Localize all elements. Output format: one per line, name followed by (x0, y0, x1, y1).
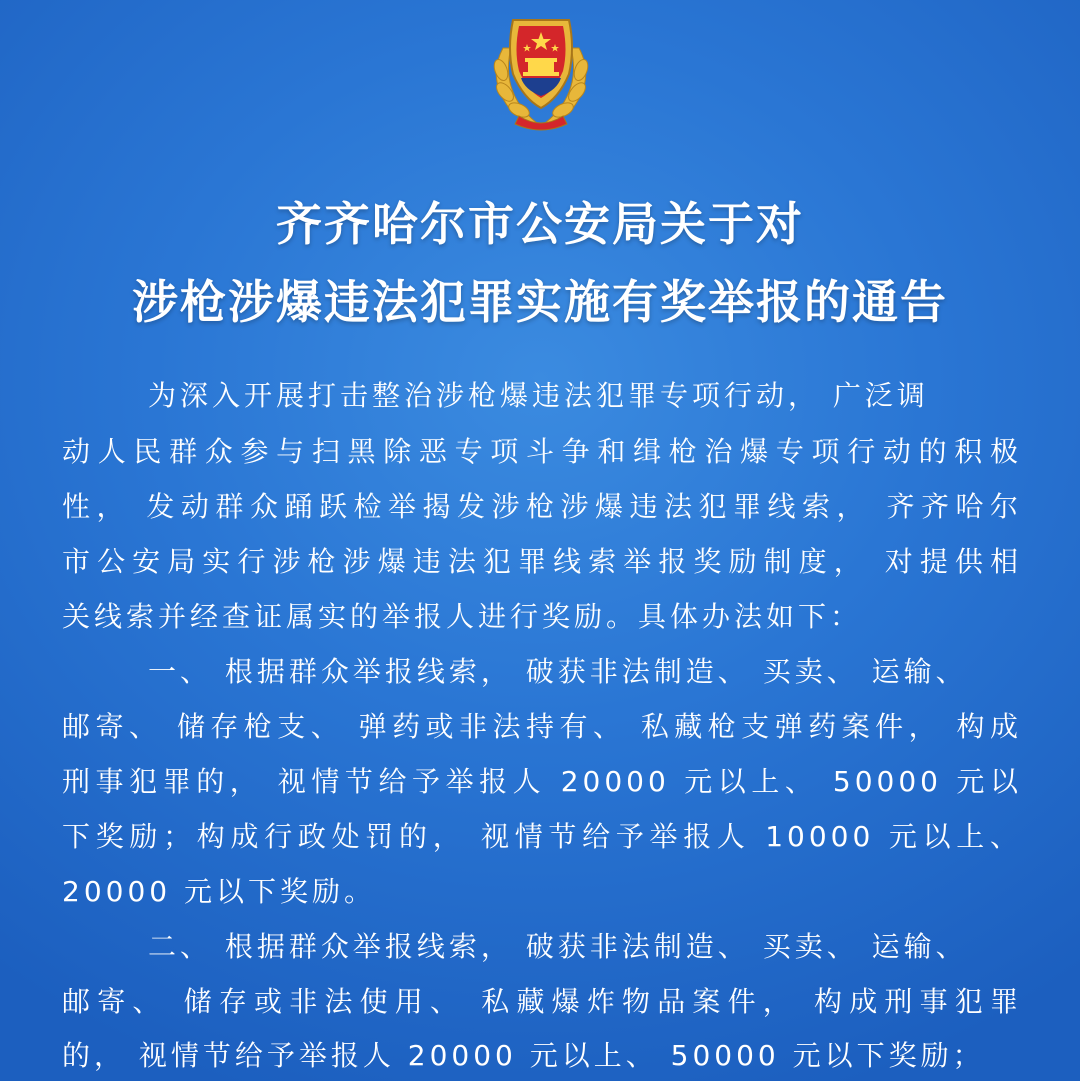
body-line: 市公安局实行涉枪涉爆违法犯罪线索举报奖励制度， 对提供相 (62, 545, 1022, 578)
notice-title-line-2: 涉枪涉爆违法犯罪实施有奖举报的通告 (132, 275, 948, 329)
body-line: 邮寄、 储存枪支、 弹药或非法持有、 私藏枪支弹药案件， 构成 (62, 710, 1022, 743)
notice-title-line-1: 齐齐哈尔市公安局关于对 (276, 197, 804, 251)
body-line: 刑事犯罪的， 视情节给予举报人 20000 元以上、 50000 元以 (62, 765, 1022, 798)
body-line: 的， 视情节给予举报人 20000 元以上、 50000 元以下奖励； (62, 1039, 985, 1072)
body-line: 性， 发动群众踊跃检举揭发涉枪涉爆违法犯罪线索， 齐齐哈尔 (62, 490, 1022, 523)
police-emblem-icon (483, 8, 599, 134)
body-line: 为深入开展打击整治涉枪爆违法犯罪专项行动， 广泛调 (148, 379, 929, 412)
body-line: 二、 根据群众举报线索， 破获非法制造、 买卖、 运输、 (148, 930, 968, 963)
body-line: 动人民群众参与扫黑除恶专项斗争和缉枪治爆专项行动的积极 (62, 435, 1022, 468)
body-line: 下奖励；构成行政处罚的， 视情节给予举报人 10000 元以上、 (62, 820, 1022, 853)
body-line: 邮寄、 储存或非法使用、 私藏爆炸物品案件， 构成刑事犯罪 (62, 985, 1022, 1018)
body-line: 一、 根据群众举报线索， 破获非法制造、 买卖、 运输、 (148, 655, 968, 688)
body-line: 关线索并经查证属实的举报人进行奖励。具体办法如下： (62, 600, 863, 633)
body-line: 20000 元以下奖励。 (62, 875, 376, 908)
